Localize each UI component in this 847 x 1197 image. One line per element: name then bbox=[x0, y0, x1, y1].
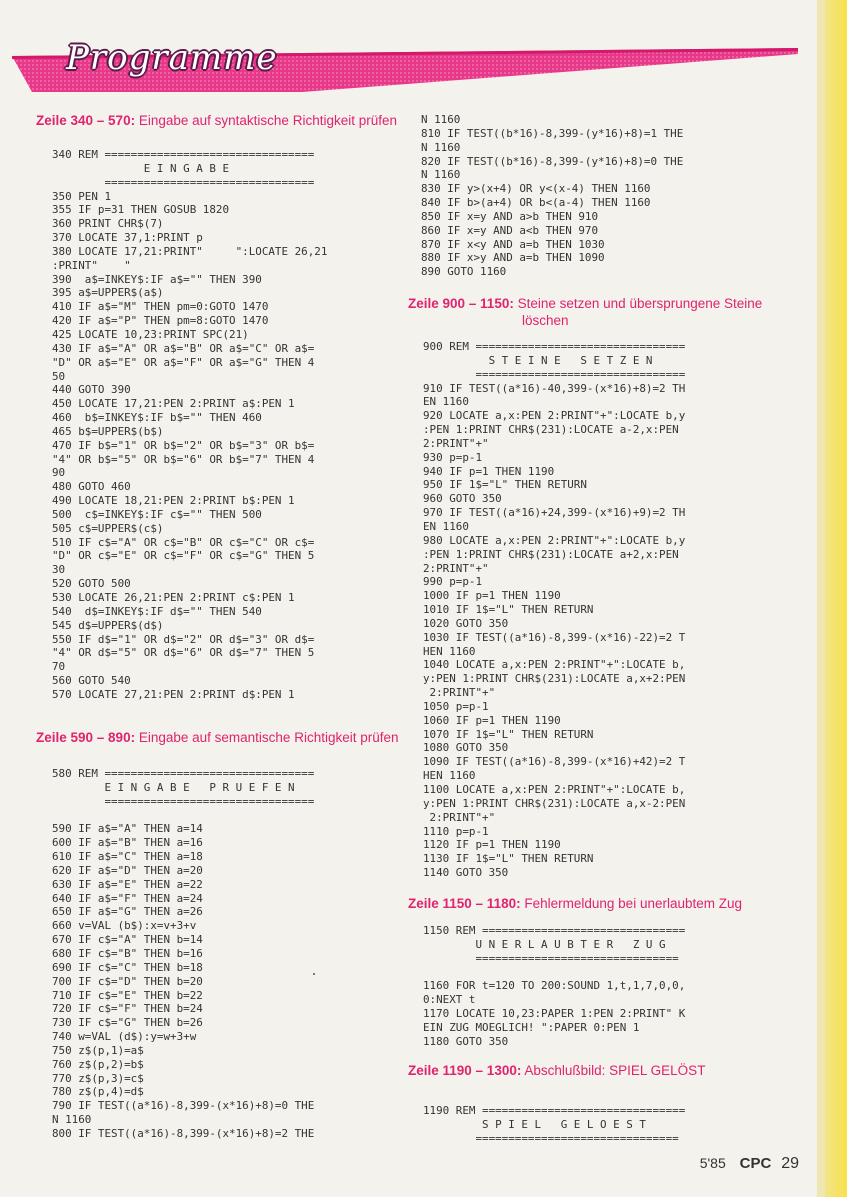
code-line: 890 GOTO 1160 bbox=[421, 265, 507, 279]
code-line: 360 PRINT CHR$(7) bbox=[52, 217, 164, 231]
code-line: E I N G A B E P R U E F E N bbox=[52, 780, 295, 794]
code-line: 900 REM ================================ bbox=[423, 340, 686, 353]
code-block-eingabe bbox=[52, 148, 327, 702]
code-line: 1190 REM =============================== bbox=[423, 1104, 686, 1117]
code-line: 1130 IF 1$="L" THEN RETURN bbox=[423, 852, 594, 866]
page-number: 29 bbox=[781, 1155, 799, 1172]
code-line: 850 IF x=y AND a>b THEN 910 bbox=[421, 209, 599, 223]
code-line: ================================ bbox=[52, 175, 315, 189]
code-line: HEN 1160 bbox=[423, 644, 476, 658]
heading-desc: Eingabe auf semantische Richtigkeit prüfen bbox=[138, 730, 399, 745]
code-line: 450 LOCATE 17,21:PEN 2:PRINT a$:PEN 1 bbox=[52, 397, 295, 411]
code-line: 430 IF a$="A" OR a$="B" OR a$="C" OR a$= bbox=[52, 341, 315, 355]
code-line: 970 IF TEST((a*16)+24,399-(x*16)+9)=2 TH bbox=[423, 506, 686, 520]
code-line: 1110 p=p-1 bbox=[423, 824, 489, 838]
code-line: 2:PRINT"+" bbox=[423, 810, 496, 824]
code-line: U N E R L A U B T E R Z U G bbox=[423, 937, 666, 951]
code-line: 1040 LOCATE a,x:PEN 2:PRINT"+":LOCATE b, bbox=[423, 658, 686, 672]
code-line: 1070 IF 1$="L" THEN RETURN bbox=[423, 727, 594, 741]
code-line: 820 IF TEST((b*16)-8,399-(y*16)+8)=0 THE bbox=[421, 154, 684, 168]
code-line: ================================ bbox=[423, 367, 686, 381]
code-line: N 1160 bbox=[421, 168, 461, 182]
heading-range: Zeile 1190 – 1300: bbox=[408, 1063, 522, 1078]
heading-range: Zeile 900 – 1150: bbox=[408, 296, 514, 311]
code-line: 0:NEXT t bbox=[423, 993, 476, 1007]
code-line: 2:PRINT"+" bbox=[423, 686, 496, 700]
code-line: 420 IF a$="P" THEN pm=8:GOTO 1470 bbox=[52, 314, 269, 328]
heading-range: Zeile 1150 – 1180: bbox=[408, 896, 521, 911]
code-block-eingabe-pruefen bbox=[52, 767, 314, 1141]
code-line: 700 IF c$="D" THEN b=20 bbox=[52, 974, 203, 988]
code-line: 580 REM ================================ bbox=[52, 767, 315, 780]
code-line: 350 PEN 1 bbox=[52, 189, 112, 203]
code-line: =============================== bbox=[423, 1131, 679, 1145]
heading-range: Zeile 340 – 570: bbox=[36, 113, 136, 128]
code-line: "4" OR d$="5" OR d$="6" OR d$="7" THEN 5 bbox=[52, 646, 315, 660]
code-line: 1140 GOTO 350 bbox=[423, 866, 509, 880]
code-block-steine-setzen bbox=[423, 340, 685, 880]
code-line: 980 LOCATE a,x:PEN 2:PRINT"+":LOCATE b,y bbox=[423, 533, 686, 547]
code-line: y:PEN 1:PRINT CHR$(231):LOCATE a,x-2:PEN bbox=[423, 796, 686, 810]
code-line: 395 a$=UPPER$(a$) bbox=[52, 286, 164, 300]
code-line: :PRINT" " bbox=[52, 258, 131, 272]
code-line: 540 d$=INKEY$:IF d$="" THEN 540 bbox=[52, 604, 262, 618]
code-block-spiel-geloest bbox=[423, 1104, 685, 1146]
code-line: 800 IF TEST((a*16)-8,399-(x*16)+8)=2 THE bbox=[52, 1126, 315, 1140]
code-line: 860 IF x=y AND a<b THEN 970 bbox=[421, 223, 599, 237]
code-line: 1020 GOTO 350 bbox=[423, 616, 509, 630]
code-line: 660 v=VAL (b$):x=v+3+v bbox=[52, 919, 197, 933]
code-line: 780 z$(p,4)=d$ bbox=[52, 1085, 144, 1099]
code-line: 710 IF c$="E" THEN b=22 bbox=[52, 988, 203, 1002]
code-line: :PEN 1:PRINT CHR$(231):LOCATE a+2,x:PEN bbox=[423, 547, 679, 561]
heading-desc: Eingabe auf syntaktische Richtigkeit prüfen bbox=[138, 113, 397, 128]
code-line: "D" OR a$="E" OR a$="F" OR a$="G" THEN 4 bbox=[52, 355, 315, 369]
code-line: HEN 1160 bbox=[423, 769, 476, 783]
code-line: 380 LOCATE 17,21:PRINT" ":LOCATE 26,21 bbox=[52, 244, 328, 258]
code-line: 880 IF x>y AND a=b THEN 1090 bbox=[421, 251, 605, 265]
code-line: 630 IF a$="E" THEN a=22 bbox=[52, 877, 203, 891]
code-line: 505 c$=UPPER$(c$) bbox=[52, 521, 164, 535]
heading-zeile-590-890 bbox=[36, 729, 399, 746]
code-line: 1090 IF TEST((a*16)-8,399-(x*16)+42)=2 T bbox=[423, 755, 686, 769]
code-line: 1180 GOTO 350 bbox=[423, 1034, 509, 1048]
page-edge-shade bbox=[817, 0, 825, 1197]
code-line: 1010 IF 1$="L" THEN RETURN bbox=[423, 603, 594, 617]
code-line: 470 IF b$="1" OR b$="2" OR b$="3" OR b$= bbox=[52, 438, 315, 452]
code-line: 990 p=p-1 bbox=[423, 575, 483, 589]
code-line: 840 IF b>(a+4) OR b<(a-4) THEN 1160 bbox=[421, 196, 651, 210]
code-line: 560 GOTO 540 bbox=[52, 674, 131, 688]
code-line: N 1160 bbox=[52, 1113, 92, 1127]
code-line: 960 GOTO 350 bbox=[423, 492, 502, 506]
code-line: 730 IF c$="G" THEN b=26 bbox=[52, 1016, 203, 1030]
code-line: 370 LOCATE 37,1:PRINT p bbox=[52, 231, 203, 245]
code-line: 1150 REM =============================== bbox=[423, 924, 686, 937]
heading-zeile-900-1150 bbox=[408, 295, 762, 312]
code-line: N 1160 bbox=[421, 140, 461, 154]
heading-desc: Fehlermeldung bei unerlaubtem Zug bbox=[524, 896, 743, 911]
code-line: S T E I N E S E T Z E N bbox=[423, 353, 653, 367]
code-line: 1170 LOCATE 10,23:PAPER 1:PEN 2:PRINT" K bbox=[423, 1007, 686, 1021]
code-line: 910 IF TEST((a*16)-40,399-(x*16)+8)=2 TH bbox=[423, 381, 686, 395]
code-line: 830 IF y>(x+4) OR y<(x-4) THEN 1160 bbox=[421, 182, 651, 196]
code-line: "D" OR c$="E" OR c$="F" OR c$="G" THEN 5 bbox=[52, 549, 315, 563]
code-line: 790 IF TEST((a*16)-8,399-(x*16)+8)=0 THE bbox=[52, 1099, 315, 1113]
code-line: 670 IF c$="A" THEN b=14 bbox=[52, 933, 203, 947]
code-block-continuation bbox=[421, 113, 683, 279]
code-line: 1100 LOCATE a,x:PEN 2:PRINT"+":LOCATE b, bbox=[423, 783, 686, 796]
heading-zeile-1150-1180 bbox=[408, 895, 742, 912]
code-line: 870 IF x<y AND a=b THEN 1030 bbox=[421, 237, 605, 251]
heading-desc-cont: löschen bbox=[522, 313, 569, 328]
code-line: 510 IF c$="A" OR c$="B" OR c$="C" OR c$= bbox=[52, 535, 315, 549]
code-line: 460 b$=INKEY$:IF b$="" THEN 460 bbox=[52, 411, 262, 425]
code-line: 1050 p=p-1 bbox=[423, 699, 489, 713]
code-line: 1120 IF p=1 THEN 1190 bbox=[423, 838, 561, 852]
code-line: 500 c$=INKEY$:IF c$="" THEN 500 bbox=[52, 507, 262, 521]
heading-desc: Steine setzen und übersprungene Steine bbox=[517, 296, 763, 311]
magazine-logo: CPC bbox=[739, 1155, 772, 1172]
yellow-page-edge bbox=[825, 0, 847, 1197]
code-line: 750 z$(p,1)=a$ bbox=[52, 1043, 144, 1057]
code-line: 770 z$(p,3)=c$ bbox=[52, 1071, 144, 1085]
code-line: y:PEN 1:PRINT CHR$(231):LOCATE a,x+2:PEN bbox=[423, 672, 686, 686]
code-line: 680 IF c$="B" THEN b=16 bbox=[52, 946, 203, 960]
code-line: 390 a$=INKEY$:IF a$="" THEN 390 bbox=[52, 272, 262, 286]
heading-desc: Abschlußbild: SPIEL GELÖST bbox=[524, 1063, 706, 1078]
code-line bbox=[423, 966, 685, 980]
code-line bbox=[52, 809, 314, 823]
code-line: S P I E L G E L O E S T bbox=[423, 1117, 646, 1131]
code-line: 550 IF d$="1" OR d$="2" OR d$="3" OR d$= bbox=[52, 632, 315, 646]
code-line: 2:PRINT"+" bbox=[423, 561, 489, 575]
code-line: 940 IF p=1 THEN 1190 bbox=[423, 464, 555, 478]
code-line: 600 IF a$="B" THEN a=16 bbox=[52, 836, 203, 850]
code-line: 920 LOCATE a,x:PEN 2:PRINT"+":LOCATE b,y bbox=[423, 409, 686, 423]
code-line: 760 z$(p,2)=b$ bbox=[52, 1057, 144, 1071]
code-line: 520 GOTO 500 bbox=[52, 577, 131, 591]
code-line: 410 IF a$="M" THEN pm=0:GOTO 1470 bbox=[52, 300, 269, 314]
code-line: 590 IF a$="A" THEN a=14 bbox=[52, 822, 203, 836]
code-line: 355 IF p=31 THEN GOSUB 1820 bbox=[52, 203, 230, 217]
code-line: 340 REM ================================ bbox=[52, 148, 315, 161]
code-line: 90 bbox=[52, 466, 66, 480]
code-line: E I N G A B E bbox=[52, 161, 230, 175]
page-footer bbox=[700, 1155, 799, 1173]
heading-zeile-340-570 bbox=[36, 112, 397, 129]
code-line: 810 IF TEST((b*16)-8,399-(y*16)+8)=1 THE bbox=[421, 126, 684, 140]
code-line: N 1160 bbox=[421, 113, 461, 126]
code-line: 620 IF a$="D" THEN a=20 bbox=[52, 863, 203, 877]
heading-range: Zeile 590 – 890: bbox=[36, 730, 136, 745]
code-line: 440 GOTO 390 bbox=[52, 383, 131, 397]
code-line: 490 LOCATE 18,21:PEN 2:PRINT b$:PEN 1 bbox=[52, 494, 295, 508]
code-line: 50 bbox=[52, 369, 66, 383]
code-line: 1000 IF p=1 THEN 1190 bbox=[423, 589, 561, 603]
code-line: "4" OR b$="5" OR b$="6" OR b$="7" THEN 4 bbox=[52, 452, 315, 466]
code-line: 2:PRINT"+" bbox=[423, 436, 489, 450]
code-line: 425 LOCATE 10,23:PRINT SPC(21) bbox=[52, 327, 249, 341]
code-line: 545 d$=UPPER$(d$) bbox=[52, 618, 164, 632]
code-line: 1080 GOTO 350 bbox=[423, 741, 509, 755]
code-line: 70 bbox=[52, 660, 66, 674]
code-line: 1160 FOR t=120 TO 200:SOUND 1,t,1,7,0,0, bbox=[423, 979, 686, 993]
code-line: 950 IF 1$="L" THEN RETURN bbox=[423, 478, 587, 492]
code-line: 1030 IF TEST((a*16)-8,399-(x*16)-22)=2 T bbox=[423, 630, 686, 644]
code-line: 1060 IF p=1 THEN 1190 bbox=[423, 713, 561, 727]
code-line: =============================== bbox=[423, 951, 679, 965]
code-line: 465 b$=UPPER$(b$) bbox=[52, 424, 164, 438]
code-line: :PEN 1:PRINT CHR$(231):LOCATE a-2,x:PEN bbox=[423, 423, 679, 437]
code-block-unerlaubter-zug bbox=[423, 924, 685, 1049]
code-line: EN 1160 bbox=[423, 519, 469, 533]
issue-date: 5'85 bbox=[699, 1155, 726, 1171]
code-line: 610 IF a$="C" THEN a=18 bbox=[52, 850, 203, 864]
code-line: 570 LOCATE 27,21:PEN 2:PRINT d$:PEN 1 bbox=[52, 687, 295, 701]
section-title: Programme bbox=[66, 38, 278, 78]
code-line: EIN ZUG MOEGLICH! ":PAPER 0:PEN 1 bbox=[423, 1020, 640, 1034]
code-line: ================================ bbox=[52, 794, 315, 808]
code-line: EN 1160 bbox=[423, 395, 469, 409]
code-line: 650 IF a$="G" THEN a=26 bbox=[52, 905, 203, 919]
code-line: 640 IF a$="F" THEN a=24 bbox=[52, 891, 203, 905]
code-line: 930 p=p-1 bbox=[423, 450, 483, 464]
code-line: 480 GOTO 460 bbox=[52, 480, 131, 494]
heading-zeile-1190-1300 bbox=[408, 1062, 705, 1079]
code-line: 690 IF c$="C" THEN b=18 bbox=[52, 960, 203, 974]
code-line: 720 IF c$="F" THEN b=24 bbox=[52, 1002, 203, 1016]
code-line: 30 bbox=[52, 563, 66, 577]
code-line: 530 LOCATE 26,21:PEN 2:PRINT c$:PEN 1 bbox=[52, 591, 295, 604]
code-line: 740 w=VAL (d$):y=w+3+w bbox=[52, 1030, 197, 1044]
speck bbox=[313, 973, 315, 975]
